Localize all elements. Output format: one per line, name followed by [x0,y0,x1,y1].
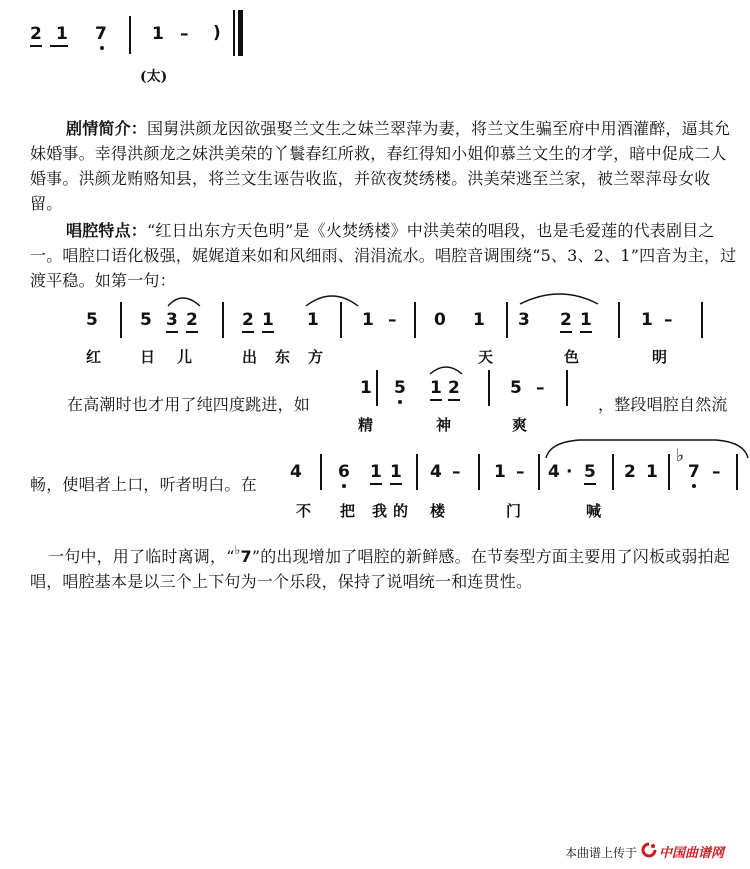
note: 4 [290,462,302,482]
lyric: 楼 [430,502,446,520]
note: 4 [430,462,442,482]
synopsis-label: 剧情简介： [66,119,148,138]
note: 2 [186,310,198,333]
lyric: 不 [296,502,312,520]
flat-sign: ♭ [234,543,241,557]
note: 6 [338,462,350,482]
lyric: 门 [506,502,522,520]
lyric: 爽 [512,416,528,434]
note: 3 [518,310,530,330]
site-logo-icon [641,842,657,856]
note: 1 [641,310,653,330]
line-3-text: 畅，使唱者上口，听者明白。在 [30,475,257,494]
dot: · [566,462,573,482]
note: 1 [646,462,658,482]
lyric: 色 [564,348,580,366]
lyric: 精 [358,416,374,434]
note: 1 [50,24,68,47]
closing-text-2: ”的出现增加了唱腔的新鲜感。在节奏型方面主要用了闪板或弱拍起唱，唱腔基本是以三个上下句为一个乐段，保持了说唱统一和连贯性。 [30,547,730,591]
note: 1 [473,310,485,330]
note: 0 [434,310,446,330]
lyric: 神 [436,416,452,434]
footer-uploaded: 本曲谱上传于 [565,846,638,860]
note: 5 [394,378,406,398]
note: 4 [548,462,560,482]
lyric: 我的 [372,502,415,520]
note: 2 [30,24,42,47]
note: 1 [580,310,592,333]
flat-sign: ♭ [676,446,685,466]
dash: – [516,462,525,482]
note: 7 [688,462,700,482]
note: 1 [152,24,164,44]
line-2-text-after: ，整段唱腔自然流 [598,395,728,414]
note: 1 [370,462,382,485]
lyric: 明 [652,348,668,366]
footer-site-link[interactable]: 中国曲谱网 [659,846,725,861]
note: 1 [262,310,274,333]
paren: ) [213,23,221,43]
note: 2 [448,378,460,401]
lyric: 把 [340,502,356,520]
lyric: 出东方 [242,348,342,366]
closing-text-1: 一句中，用了临时离调，“ [48,547,235,566]
lyric: 天 [478,348,494,366]
note: 1 [360,378,372,398]
dash: – [452,462,461,482]
note: 2 [242,310,254,333]
note: 3 [166,310,178,333]
features-text: “红日出东方天色明”是《火焚绣楼》中洪美荣的唱段，也是毛爱莲的代表剧目之一。唱腔口语化极强，娓娓道来如和风细雨、涓涓流水。唱腔音调围绕“5、3、2、1”四音为主，过渡平稳。如第一句： [30,221,737,290]
dash: – [712,462,721,482]
synopsis-text: 国舅洪颜龙因欲强娶兰文生之妹兰翠萍为妻，将兰文生骗至府中用酒灌醉，逼其允妹婚事。幸得洪颜龙之妹洪美荣的丫鬟春红所救，春红得知小姐仰慕兰文生的才学，暗中促成二人婚事。洪颜龙贿赂知县，将兰文生诬告收监，并欲夜焚绣楼。洪美荣逃至兰家，被兰翠萍母女收留。 [30,119,731,213]
flat-seven: 7 [240,547,252,566]
features-label: 唱腔特点： [66,221,148,240]
dash: – [388,310,397,330]
lyric: 喊 [586,502,602,520]
note: 5 [584,462,596,485]
lyric: 红 [86,348,102,366]
dash: – [536,378,545,398]
note: 2 [560,310,572,333]
note: 1 [307,310,319,330]
note: 2 [624,462,636,482]
dash: – [664,310,673,330]
annotation: (太) [140,69,168,85]
note: 5 [140,310,152,330]
note: 1 [390,462,402,485]
note: 1 [430,378,442,401]
note: 7 [95,24,107,44]
line-2-text: 在高潮时也才用了纯四度跳进，如 [67,395,311,414]
note: 5 [510,378,522,398]
dash: – [180,24,189,44]
lyric: 日儿 [140,348,215,366]
note: 5 [86,310,98,330]
note: 1 [362,310,374,330]
closing-paragraph [30,538,742,594]
note: 1 [494,462,506,482]
